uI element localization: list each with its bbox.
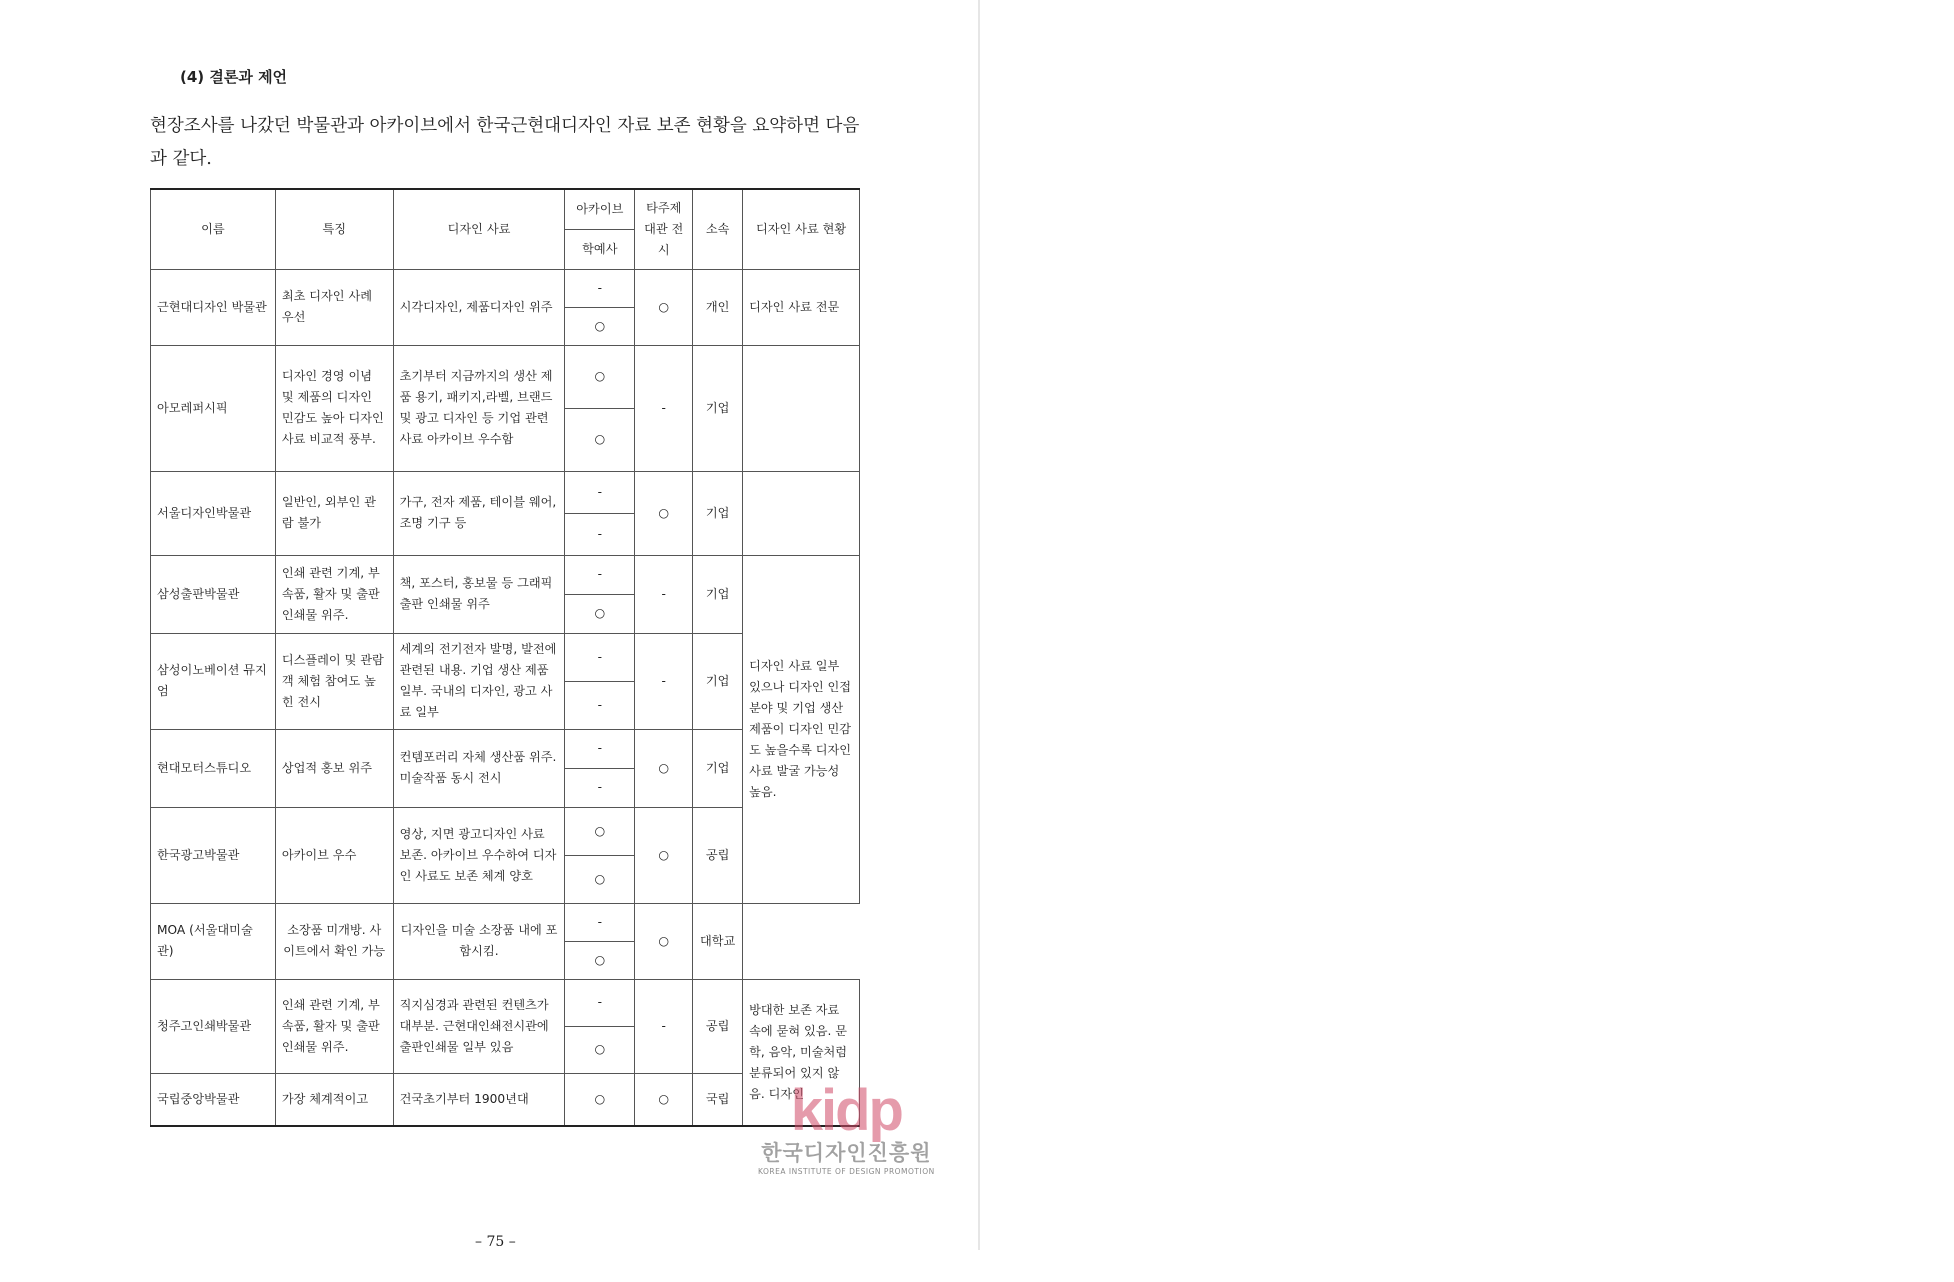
cell-name: 한국광고박물관 <box>151 807 276 903</box>
cell-owner: 대학교 <box>693 903 743 979</box>
left-table <box>150 188 860 1127</box>
cell-name: MOA (서울대미술관) <box>151 903 276 979</box>
header-items: 디자인 사료 <box>393 189 565 269</box>
cell-subject: - <box>635 979 693 1073</box>
cell-items: 책, 포스터, 홍보물 등 그래픽 출판 인쇄물 위주 <box>393 555 565 633</box>
cell-name: 삼성이노베이션 뮤지엄 <box>151 633 276 729</box>
cell-feature: 최초 디자인 사례 우선 <box>275 269 393 345</box>
cell-feature: 디스플레이 및 관람객 체험 참여도 높힌 전시 <box>275 633 393 729</box>
cell-name: 삼성출판박물관 <box>151 555 276 633</box>
cell-name: 국립중앙박물관 <box>151 1073 276 1126</box>
cell-name: 현대모터스튜디오 <box>151 729 276 807</box>
cell-subject: - <box>635 633 693 729</box>
table-row <box>151 555 860 594</box>
cell-feature: 인쇄 관련 기계, 부속품, 활자 및 출판인쇄물 위주. <box>275 979 393 1073</box>
cell-feature: 상업적 홍보 위주 <box>275 729 393 807</box>
cell-archive: - <box>565 979 635 1026</box>
cell-name: 청주고인쇄박물관 <box>151 979 276 1073</box>
cell-archive: - <box>565 471 635 513</box>
page-number: – 75 – <box>475 1234 516 1250</box>
section-heading: (4) 결론과 제언 <box>180 68 288 86</box>
cell-status-group: 디자인 사료 일부 있으나 디자인 인접 분야 및 기업 생산 제품이 디자인 민감도 높을수록 디자인 사료 발굴 가능성 높음. <box>743 555 860 903</box>
cell-academic: ○ <box>565 307 635 345</box>
cell-academic: ○ <box>565 855 635 903</box>
cell-archive: ○ <box>565 807 635 855</box>
cell-academic: ○ <box>565 1026 635 1073</box>
cell-items: 디자인을 미술 소장품 내에 포함시킴. <box>393 903 565 979</box>
intro-paragraph: 현장조사를 나갔던 박물관과 아카이브에서 한국근현대디자인 자료 보존 현황을 요약하면 다음과 같다. <box>150 116 860 169</box>
cell-academic: ○ <box>565 594 635 633</box>
header-archive: 아카이브 <box>565 189 635 229</box>
header-name: 이름 <box>151 189 276 269</box>
cell-academic: ○ <box>565 941 635 979</box>
table-row <box>151 979 860 1026</box>
cell-academic: - <box>565 681 635 729</box>
cell-owner: 기업 <box>693 471 743 555</box>
cell-name: 근현대디자인 박물관 <box>151 269 276 345</box>
header-feature: 특징 <box>275 189 393 269</box>
cell-feature: 디자인 경영 이념 및 제품의 디자인 민감도 높아 디자인 사료 비교적 풍부. <box>275 345 393 471</box>
cell-feature: 아카이브 우수 <box>275 807 393 903</box>
cell-owner: 개인 <box>693 269 743 345</box>
cell-subject: ○ <box>635 1073 693 1126</box>
right-page <box>980 0 1954 1250</box>
cell-items: 가구, 전자 제품, 테이블 웨어, 조명 기구 등 <box>393 471 565 555</box>
cell-owner: 기업 <box>693 345 743 471</box>
table-row <box>151 471 860 513</box>
cell-subject: ○ <box>635 807 693 903</box>
kidp-logo-mark: kidp <box>790 1078 902 1143</box>
cell-items: 세계의 전기전자 발명, 발전에 관련된 내용. 기업 생산 제품 일부. 국내의 디자인, 광고 사료 일부 <box>393 633 565 729</box>
cell-feature: 인쇄 관련 기계, 부속품, 활자 및 출판인쇄물 위주. <box>275 555 393 633</box>
kidp-logo <box>758 1078 935 1176</box>
kidp-logo-korean: 한국디자인진흥원 <box>761 1141 932 1165</box>
cell-archive: - <box>565 555 635 594</box>
cell-status-group: 방대한 보존 자료 속에 묻혀 있음. 문학, 음악, 미술처럼 분류되어 있지 않음. 디자인 <box>743 979 860 1126</box>
kidp-logo-english: KOREA INSTITUTE OF DESIGN PROMOTION <box>758 1167 935 1176</box>
cell-status: 디자인 사료 전문 <box>743 269 860 345</box>
cell-archive: - <box>565 633 635 681</box>
cell-owner: 기업 <box>693 555 743 633</box>
header-owner: 소속 <box>693 189 743 269</box>
cell-name: 아모레퍼시픽 <box>151 345 276 471</box>
cell-owner: 공립 <box>693 807 743 903</box>
cell-subject: ○ <box>635 269 693 345</box>
cell-items: 컨템포러리 자체 생산품 위주. 미술작품 동시 전시 <box>393 729 565 807</box>
cell-items: 시각디자인, 제품디자인 위주 <box>393 269 565 345</box>
cell-archive: - <box>565 269 635 307</box>
cell-subject: ○ <box>635 471 693 555</box>
cell-items: 직지심경과 관련된 컨텐츠가 대부분. 근현대인쇄전시관에 출판인쇄물 일부 있음 <box>393 979 565 1073</box>
cell-items: 초기부터 지금까지의 생산 제품 용기, 패키지,라벨, 브랜드 및 광고 디자인 등 기업 관련 사료 아카이브 우수함 <box>393 345 565 471</box>
cell-feature: 소장품 미개방. 사이트에서 확인 가능 <box>275 903 393 979</box>
cell-subject: ○ <box>635 903 693 979</box>
cell-items: 영상, 지면 광고디자인 사료 보존. 아카이브 우수하여 디자인 사료도 보존 체계 양호 <box>393 807 565 903</box>
cell-status-empty <box>743 345 860 471</box>
cell-status-empty <box>743 471 860 555</box>
cell-owner: 공립 <box>693 979 743 1073</box>
cell-items: 건국초기부터 1900년대 <box>393 1073 565 1126</box>
cell-name: 서울디자인박물관 <box>151 471 276 555</box>
header-subject: 타주제 대관 전시 <box>635 189 693 269</box>
cell-subject: ○ <box>635 729 693 807</box>
cell-subject: - <box>635 345 693 471</box>
cell-academic: - <box>565 513 635 555</box>
cell-feature: 가장 체계적이고 <box>275 1073 393 1126</box>
header-academic: 학예사 <box>565 229 635 269</box>
cell-owner: 국립 <box>693 1073 743 1126</box>
table-row <box>151 269 860 307</box>
cell-academic: - <box>565 768 635 807</box>
cell-feature: 일반인, 외부인 관람 불가 <box>275 471 393 555</box>
table-row <box>151 903 860 941</box>
left-page <box>0 0 978 1250</box>
cell-owner: 기업 <box>693 633 743 729</box>
cell-archive: - <box>565 903 635 941</box>
table-row <box>151 345 860 408</box>
cell-owner: 기업 <box>693 729 743 807</box>
cell-academic: ○ <box>565 408 635 471</box>
cell-archive: ○ <box>565 345 635 408</box>
cell-archive: - <box>565 729 635 768</box>
cell-subject: - <box>635 555 693 633</box>
table-header-row <box>151 189 860 229</box>
header-status: 디자인 사료 현황 <box>743 189 860 269</box>
cell-archive: ○ <box>565 1073 635 1126</box>
